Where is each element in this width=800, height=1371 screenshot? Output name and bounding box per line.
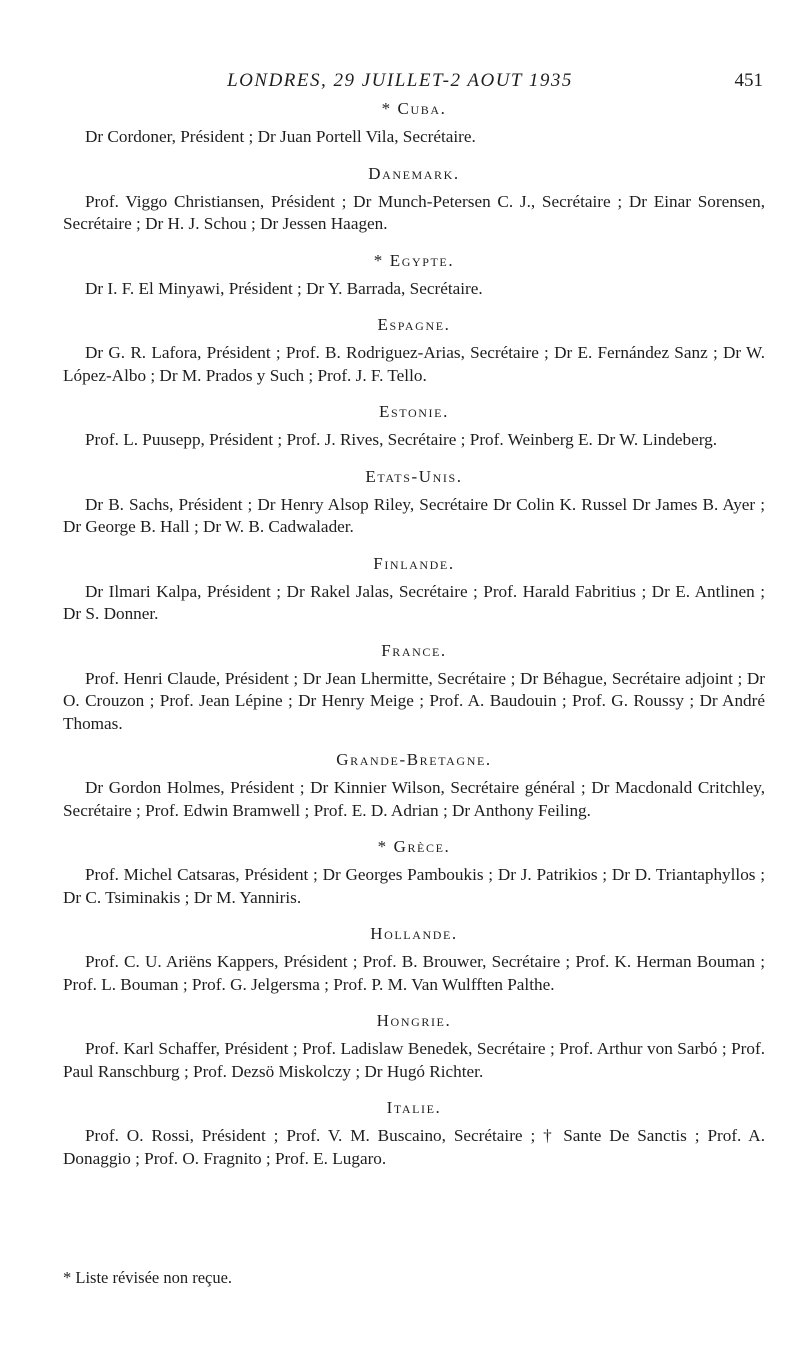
- country-heading: Italie.: [386, 1098, 442, 1117]
- country-heading: * Cuba.: [381, 99, 447, 118]
- country-section-hollande: [63, 923, 765, 996]
- country-heading: France.: [381, 640, 447, 660]
- country-members: Prof. L. Puusepp, Président ; Prof. J. Rives, Secrétaire ; Prof. Weinberg E. Dr W. Lindeberg.: [85, 430, 718, 449]
- country-members: Dr B. Sachs, Président ; Dr Henry Alsop Riley, Secrétaire Dr Colin K. Russel Dr James B. Ayer ; Dr George B. Hall ; Dr W. B. Cadwalader.: [63, 494, 765, 536]
- country-members: Dr I. F. El Minyawi, Président ; Dr Y. Barrada, Secrétaire.: [85, 278, 483, 298]
- country-section-grece: [63, 836, 765, 909]
- country-members: Prof. Karl Schaffer, Président ; Prof. Ladislaw Benedek, Secrétaire ; Prof. Arthur von Sarbó ; Prof. Paul Ranschburg ; Prof. Dezsö Miskolczy ; Dr Hugó Richter.: [63, 1039, 765, 1081]
- footnote: * Liste révisée non reçue.: [63, 1268, 233, 1287]
- running-head: [0, 70, 800, 96]
- running-title: LONDRES, 29 JUILLET-2 AOUT 1935: [227, 70, 573, 91]
- country-section-italie: [63, 1097, 765, 1170]
- country-heading: Etats-Unis.: [365, 466, 463, 486]
- country-section-hongrie: [63, 1010, 765, 1083]
- country-members: Prof. Henri Claude, Président ; Dr Jean Lhermitte, Secrétaire ; Dr Béhague, Secrétaire adjoint ; Dr O. Crouzon ; Prof. Jean Lépine ; Dr Henry Meige ; Prof. A. Baudouin ; Prof. G. Roussy ; Dr André Thomas.: [63, 668, 765, 733]
- country-heading: Grande-Bretagne.: [336, 750, 492, 769]
- country-section-danemark: [63, 163, 765, 236]
- country-members: Dr Ilmari Kalpa, Président ; Dr Rakel Jalas, Secrétaire ; Prof. Harald Fabritius ; Dr E. Antlinen ; Dr S. Donner.: [63, 581, 765, 623]
- country-section-etats-unis: [63, 466, 765, 539]
- country-section-espagne: [63, 314, 765, 387]
- country-heading: Espagne.: [377, 315, 451, 334]
- country-section-france: [63, 640, 765, 736]
- country-section-grande-bretagne: [63, 749, 765, 822]
- country-members: Prof. C. U. Ariëns Kappers, Président ; Prof. B. Brouwer, Secrétaire ; Prof. K. Herman Bouman ; Prof. L. Bouman ; Prof. G. Jelgersma ; Prof. P. M. Van Wulfften Palthe.: [63, 952, 765, 994]
- country-heading: Hollande.: [370, 924, 458, 943]
- country-members: Dr Gordon Holmes, Président ; Dr Kinnier Wilson, Secrétaire général ; Dr Macdonald Critchley, Secrétaire ; Prof. Edwin Bramwell ; Prof. E. D. Adrian ; Dr Anthony Feiling.: [63, 778, 765, 820]
- country-section-finlande: [63, 553, 765, 626]
- country-heading: * Grèce.: [377, 837, 451, 856]
- country-heading: * Egypte.: [373, 250, 455, 270]
- country-list: [63, 98, 765, 1184]
- country-members: Dr G. R. Lafora, Président ; Prof. B. Rodriguez-Arias, Secrétaire ; Dr E. Fernández Sanz ; Dr W. López-Albo ; Dr M. Prados y Such ; Prof. J. F. Tello.: [63, 343, 765, 385]
- country-members: Prof. O. Rossi, Président ; Prof. V. M. Buscaino, Secrétaire ; † Sante De Sanctis ; Prof. A. Donaggio ; Prof. O. Fragnito ; Prof. E. Lugaro.: [63, 1126, 765, 1168]
- country-section-estonie: [63, 401, 765, 452]
- country-section-egypte: [63, 250, 765, 301]
- country-members: Dr Cordoner, Président ; Dr Juan Portell Vila, Secrétaire.: [85, 127, 476, 146]
- page-number: 451: [734, 70, 763, 91]
- country-members: Prof. Michel Catsaras, Président ; Dr Georges Pamboukis ; Dr J. Patrikios ; Dr D. Triantaphyllos ; Dr C. Tsiminakis ; Dr M. Yanniris.: [63, 865, 765, 907]
- country-heading: Hongrie.: [376, 1011, 452, 1030]
- country-members: Prof. Viggo Christiansen, Président ; Dr Munch-Petersen C. J., Secrétaire ; Dr Einar Sorensen, Secrétaire ; Dr H. J. Schou ; Dr Jessen Haagen.: [63, 191, 765, 233]
- country-heading: Danemark.: [368, 163, 460, 183]
- country-heading: Finlande.: [373, 553, 455, 573]
- country-heading: Estonie.: [379, 402, 449, 421]
- country-section-cuba: [63, 98, 765, 149]
